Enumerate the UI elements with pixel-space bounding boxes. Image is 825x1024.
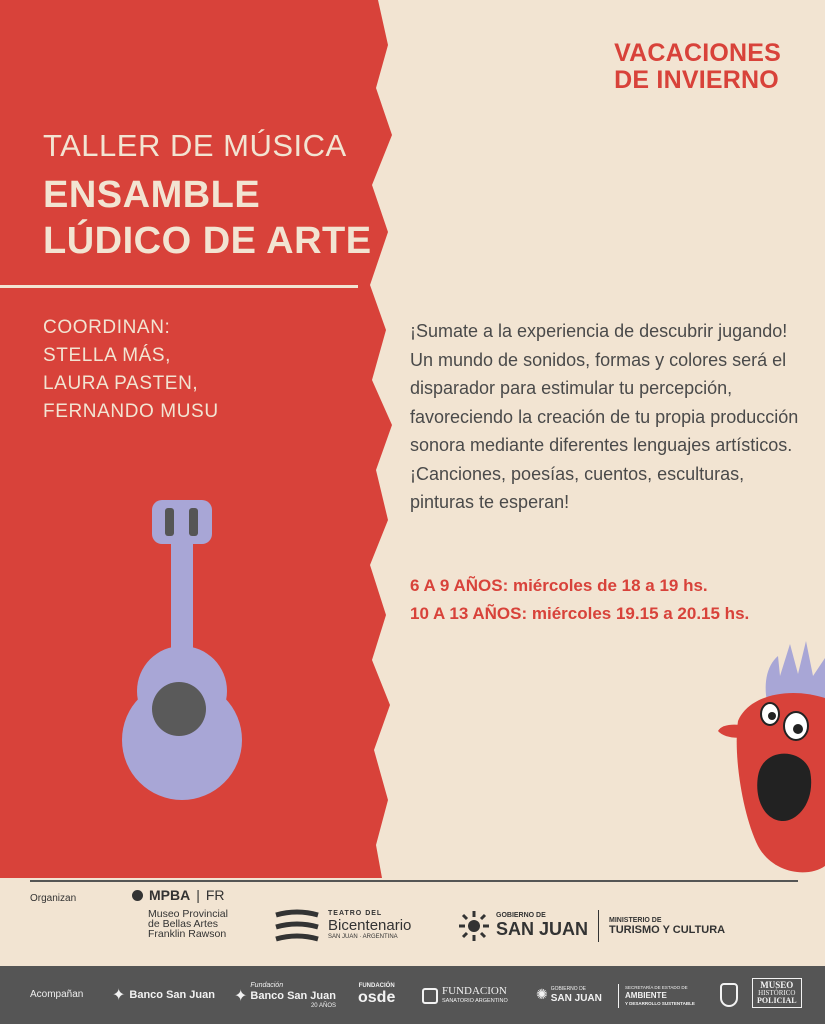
ambiente-name: AMBIENTE [625, 991, 667, 1000]
museo-policial-logo [752, 978, 802, 1008]
mpba-name-line: Museo Provincial [148, 908, 228, 920]
footer-divider [30, 880, 798, 882]
schedule [410, 572, 749, 628]
mpba-abbr: MPBA [149, 887, 191, 903]
sun-icon [458, 910, 490, 942]
gob2-name: SAN JUAN [550, 993, 602, 1004]
mpba-fr: FR [205, 887, 225, 903]
description: ¡Sumate a la experiencia de descubrir jugando! Un mundo de sonidos, formas y colores será el disparador para estimular tu percepción, favoreciendo la creación de tu propia producción sonora mediante diferentes lenguajes artísticos.¡Canciones, poesías, cuentos, esculturas, pinturas te esperan! [410, 321, 799, 512]
fundacion-osde-logo [358, 980, 395, 1004]
gobierno-san-juan-logo-small [536, 985, 602, 1003]
sanatorio-sub: SANATORIO ARGENTINO [442, 998, 508, 1004]
osde-small: FUNDACIÓN [358, 983, 395, 989]
teatro-sub: SAN JUAN · ARGENTINA [328, 934, 398, 940]
osde-name: osde [358, 989, 396, 1006]
banco-san-juan-logo [112, 985, 215, 1005]
mascot-character-icon [718, 636, 825, 878]
fundacion-banco-logo [234, 981, 336, 1011]
coordinators [43, 314, 219, 426]
organizan-label: Organizan [30, 893, 77, 904]
coordinator-name: LAURA PASTEN, [43, 373, 199, 394]
ministerio-name: TURISMO Y CULTURA [609, 923, 726, 936]
coordinator-name: STELLA MÁS, [43, 345, 172, 366]
fundacion-name: Banco San Juan [250, 990, 336, 1002]
title-line-2: LÚDICO DE ARTE [43, 220, 372, 262]
museo-line: HISTÓRICO [758, 989, 796, 997]
museo-line: MUSEO [760, 980, 794, 990]
workshop-title [43, 172, 372, 264]
banco-name: Banco San Juan [129, 989, 215, 1001]
gob-name: SAN JUAN [496, 919, 589, 939]
police-emblem-icon [720, 983, 738, 1007]
teatro-small: TEATRO DEL [328, 910, 383, 917]
guitar-icon [115, 495, 245, 805]
ministerio-small: MINISTERIO DE [609, 916, 662, 924]
gob-small: GOBIERNO DE [496, 912, 546, 919]
star-icon: ✦ [234, 988, 248, 1005]
mpba-name-line: de Bellas Artes [148, 918, 219, 930]
fundacion-small: Fundación [250, 982, 284, 989]
teatro-bicentenario-logo [272, 905, 411, 945]
teatro-waves-icon [272, 905, 322, 945]
divider [0, 285, 358, 288]
sanatorio-name: FUNDACION [442, 985, 507, 997]
sun-icon: ✺ [536, 985, 548, 1002]
ambiente-logo [618, 984, 695, 1008]
schedule-item: 10 A 13 AÑOS: miércoles 19.15 a 20.15 hs. [410, 604, 750, 623]
event-tag [614, 40, 781, 94]
teatro-name: Bicentenario [328, 917, 412, 934]
star-icon: ✦ [112, 987, 126, 1004]
ambiente-small: SECRETARÍA DE ESTADO DE [625, 985, 688, 990]
gobierno-san-juan-logo [458, 910, 725, 942]
coordinator-name: FERNANDO MUSU [43, 401, 219, 422]
sanatorio-icon [422, 988, 438, 1004]
fundacion-years: 20 AÑOS [310, 1003, 336, 1009]
coord-label: COORDINAN: [43, 317, 171, 338]
schedule-item: 6 A 9 AÑOS: miércoles de 18 a 19 hs. [410, 576, 708, 595]
museo-line: POLICIAL [757, 996, 797, 1005]
title-line-1: ENSAMBLE [43, 174, 261, 216]
workshop-kicker: TALLER DE MÚSICA [43, 128, 347, 163]
fundacion-sanatorio-logo [422, 986, 508, 1006]
tag-line-2: DE INVIERNO [614, 66, 779, 94]
tag-line-1: VACACIONES [614, 39, 781, 67]
acompanan-label: Acompañan [30, 989, 84, 1000]
circle-icon [132, 890, 143, 901]
gob2-small: GOBIERNO DE [550, 986, 587, 992]
mpba-name-line: Franklin Rawson [148, 928, 227, 940]
ambiente-sub: Y DESARROLLO SUSTENTABLE [625, 1001, 695, 1006]
mpba-logo: MPBA | FR Museo Provincial de Bellas Artes Franklin Rawson [132, 887, 228, 939]
